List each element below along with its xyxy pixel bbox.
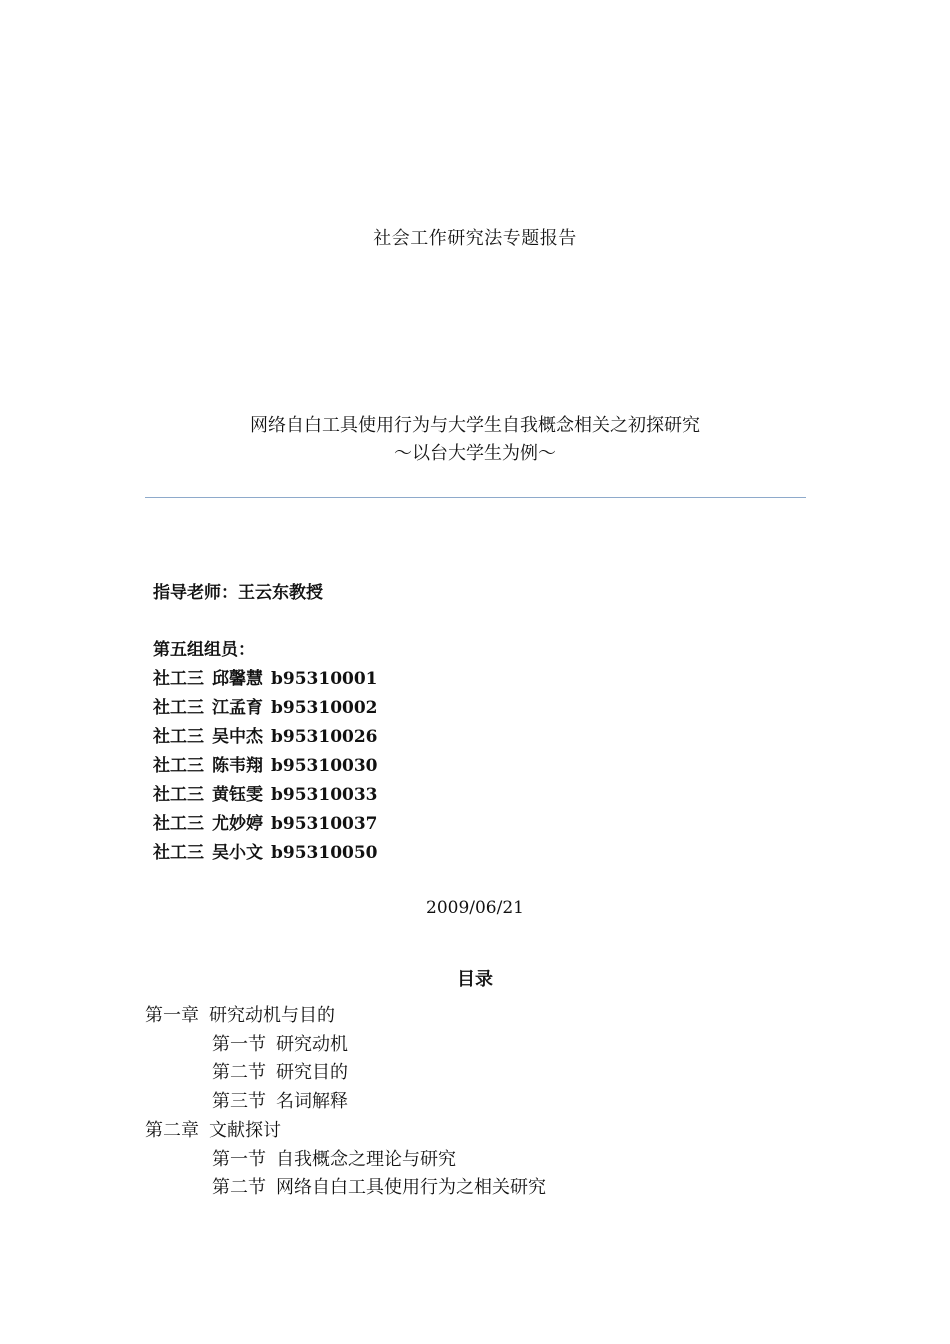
member-row: [153, 752, 378, 781]
member-dept: 社工三: [153, 669, 204, 689]
member-id: b95310026: [271, 727, 378, 747]
member-id: b95310030: [271, 756, 378, 776]
member-id: b95310050: [271, 843, 378, 863]
member-id: b95310033: [271, 785, 378, 805]
toc-entry-section: [145, 1059, 546, 1088]
toc-text: 名词解释: [276, 1091, 348, 1113]
toc-number: 第三节: [212, 1091, 266, 1113]
group-heading: 第五组组员：: [153, 640, 255, 660]
member-name: 黄钰雯: [212, 785, 263, 805]
report-type: 社会工作研究法专题报告: [373, 228, 577, 249]
member-name: 邱馨慧: [212, 669, 263, 689]
toc-number: 第一节: [212, 1033, 266, 1055]
member-dept: 社工三: [153, 756, 204, 776]
member-row: [153, 665, 378, 694]
toc-entry-section: [145, 1088, 546, 1117]
toc-text: 自我概念之理论与研究: [276, 1148, 456, 1170]
member-row: [153, 810, 378, 839]
toc-number: 第二节: [212, 1062, 266, 1084]
toc-entry-section: [145, 1146, 546, 1175]
toc-number: 第一章: [145, 1005, 199, 1026]
member-name: 陈韦翔: [212, 756, 263, 776]
member-id: b95310037: [271, 814, 378, 834]
toc-text: 研究动机: [276, 1033, 348, 1055]
member-dept: 社工三: [153, 843, 204, 863]
member-dept: 社工三: [153, 698, 204, 718]
advisor-line: 指导老师：王云东教授: [153, 583, 323, 603]
member-name: 吴中杰: [212, 727, 263, 747]
member-row: [153, 781, 378, 810]
group-members: [153, 636, 378, 868]
toc-number: 第一节: [212, 1148, 266, 1170]
member-name: 吴小文: [212, 843, 263, 863]
toc-entry-chapter: [145, 1002, 546, 1031]
member-id: b95310002: [271, 698, 378, 718]
toc-text: 研究动机与目的: [209, 1005, 335, 1026]
toc-entry-section: [145, 1031, 546, 1060]
toc-heading: 目录: [457, 969, 493, 990]
report-subtitle: ～以台大学生为例～: [394, 443, 556, 464]
member-dept: 社工三: [153, 727, 204, 747]
member-row: [153, 723, 378, 752]
toc-entry-section: [145, 1174, 546, 1203]
member-row: [153, 839, 378, 868]
toc-number: 第二章: [145, 1119, 199, 1141]
table-of-contents: [145, 1002, 546, 1203]
title-block: [0, 412, 950, 468]
toc-text: 研究目的: [276, 1062, 348, 1084]
report-title: 网络自白工具使用行为与大学生自我概念相关之初探研究: [250, 415, 700, 436]
title-divider: [145, 497, 806, 498]
member-row: [153, 694, 378, 723]
member-name: 江孟育: [212, 698, 263, 718]
member-name: 尤妙婷: [212, 814, 263, 834]
toc-entry-chapter: [145, 1117, 546, 1146]
toc-text: 网络自白工具使用行为之相关研究: [276, 1177, 546, 1199]
member-dept: 社工三: [153, 814, 204, 834]
member-id: b95310001: [271, 669, 378, 689]
toc-number: 第二节: [212, 1177, 266, 1199]
toc-text: 文献探讨: [209, 1119, 281, 1141]
report-date: 2009/06/21: [426, 898, 524, 918]
member-dept: 社工三: [153, 785, 204, 805]
